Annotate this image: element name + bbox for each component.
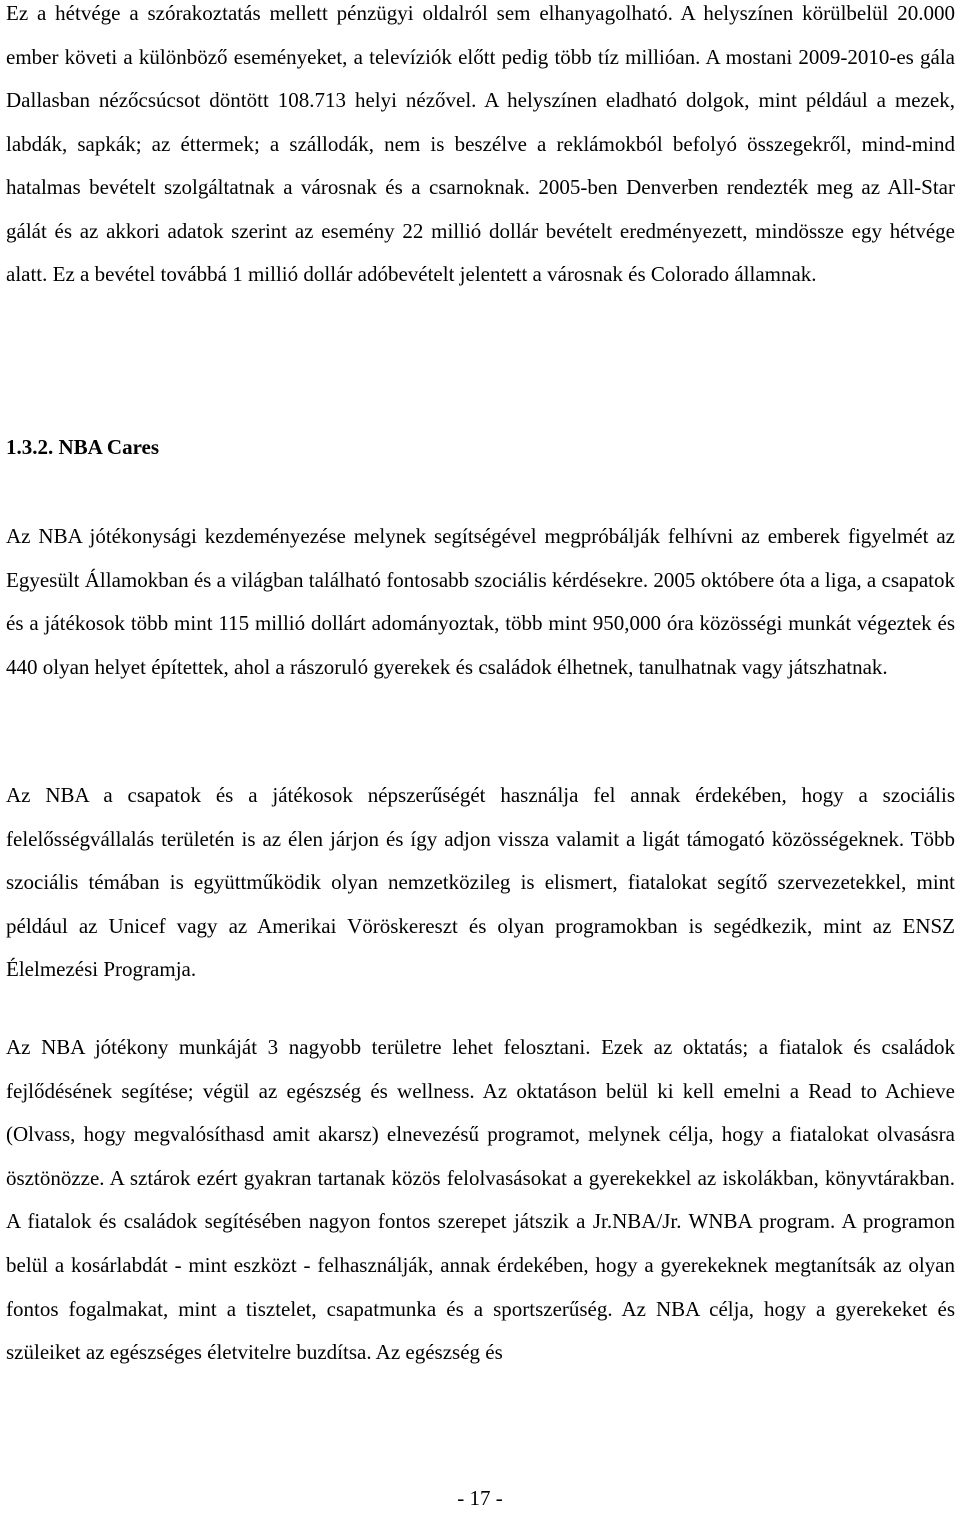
paragraph-nba-cares-intro: Az NBA jótékonysági kezdeményezése melynek segítségével megpróbálják felhívni az emberek figyelmét az Egyesült Államokban és a világban található fontosabb szociális kérdésekre. 2005 októbere óta a liga, a csapatok és a játékosok több mint 115 millió dollárt adományoztak, több mint 950,000 óra közösségi munkát végeztek és 440 olyan helyet építettek, ahol a rászoruló gyerekek és családok élhetnek, tanulhatnak vagy játszhatnak.	[6, 524, 955, 679]
page-number: - 17 -	[457, 1486, 503, 1510]
paragraph-all-star-revenue: Ez a hétvége a szórakoztatás mellett pénzügyi oldalról sem elhanyagolható. A helyszínen körülbelül 20.000 ember követi a különböző eseményeket, a televíziók előtt pedig több tíz millióan. A mostani 2009-2010-es gála Dallasban nézőcsúcsot döntött 108.713 helyi nézővel. A helyszínen eladható dolgok, mint például a mezek, labdák, sapkák; az éttermek; a szállodák, nem is beszélve a reklámokból befolyó összegekről, mind-mind hatalmas bevételt szolgáltatnak a városnak és a csarnoknak. 2005-ben Denverben rendezték meg az All-Star gálát és az akkori adatok szerint az esemény 22 millió dollár bevételt eredményezett, mindössze egy hétvége alatt. Ez a bevétel továbbá 1 millió dollár adóbevételt jelentett a városnak és Colorado államnak.	[6, 1, 955, 286]
paragraph-social-responsibility: Az NBA a csapatok és a játékosok népszerűségét használja fel annak érdekében, hogy a szociális felelősségvállalás területén is az élen járjon és így adjon vissza valamit a ligát támogató közösségeknek. Több szociális témában is együttműködik olyan nemzetközileg is elismert, fiatalokat segítő szervezetekkel, mint például az Unicef vagy az Amerikai Vöröskereszt és olyan programokban is segédkezik, mint az ENSZ Élelmezési Programja.	[6, 783, 955, 981]
paragraph-charity-areas: Az NBA jótékony munkáját 3 nagyobb területre lehet felosztani. Ezek az oktatás; a fiatalok és családok fejlődésének segítése; végül az egészség és wellness. Az oktatáson belül ki kell emelni a Read to Achieve (Olvass, hogy megvalósíthasd amit akarsz) elnevezésű programot, melynek célja, hogy a fiatalokat olvasásra ösztönözze. A sztárok ezért gyakran tartanak közös felolvasásokat a gyerekekkel az iskolákban, könyvtárakban. A fiatalok és családok segítésében nagyon fontos szerepet játszik a Jr.NBA/Jr. WNBA program. A programon belül a kosárlabdát - mint eszközt - felhasználják, annak érdekében, hogy a gyerekeknek megtanítsák az olyan fontos fogalmakat, mint a tisztelet, csapatmunka és a sportszerűség. Az NBA célja, hogy a gyerekeket és szüleiket az egészséges életvitelre buzdítsa. Az egészség és	[6, 1035, 955, 1365]
section-heading: 1.3.2. NBA Cares	[6, 435, 160, 459]
